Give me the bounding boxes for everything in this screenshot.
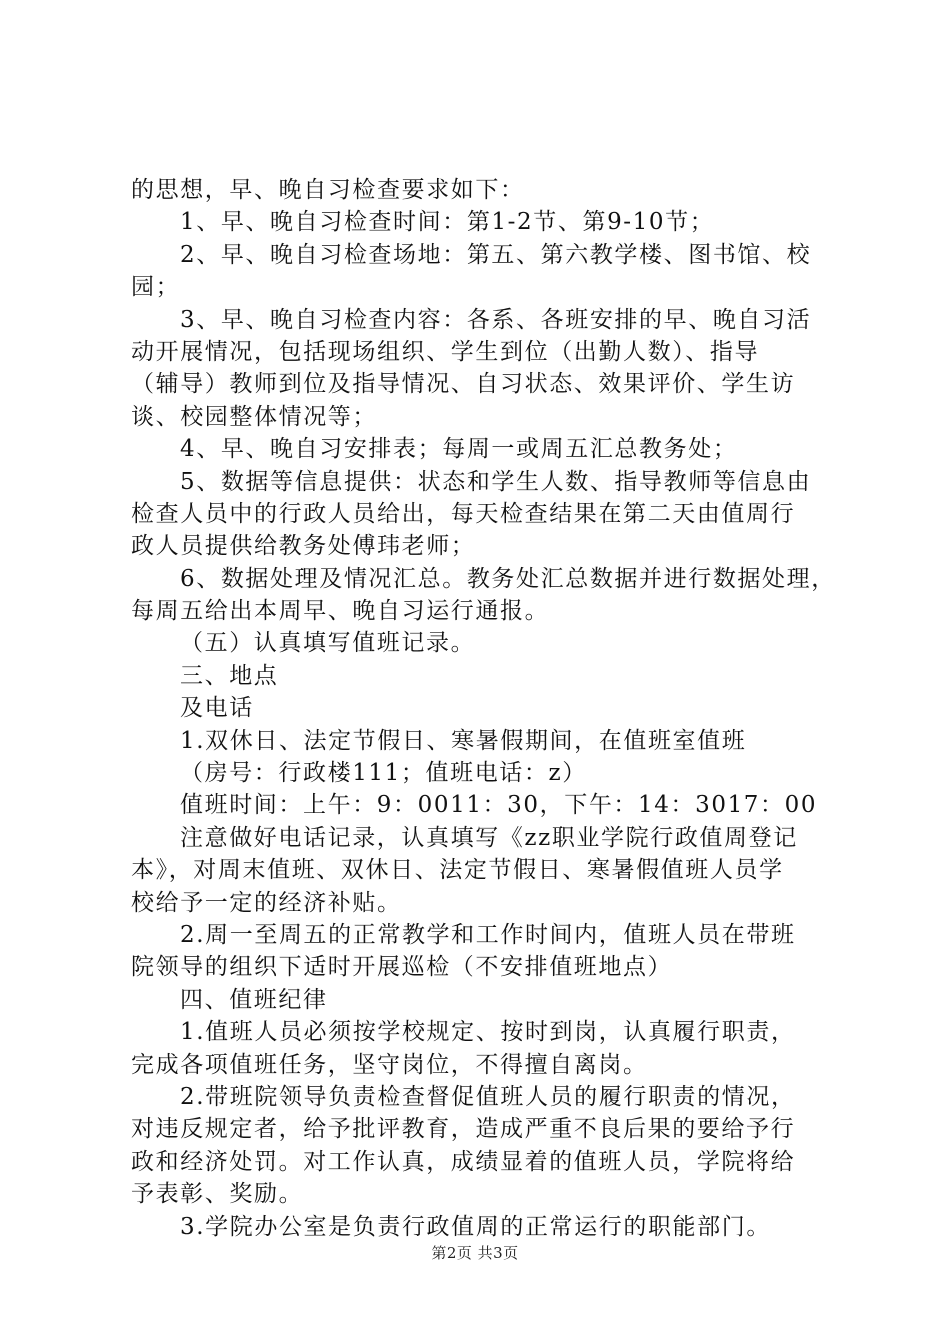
text-line: （五）认真填写值班记录。 [180, 630, 476, 657]
text-line: 动开展情况，包括现场组织、学生到位（出勤人数）、指导 [131, 338, 760, 365]
text-line: （辅导）教师到位及指导情况、自习状态、效果评价、学生访 [131, 371, 796, 398]
text-line: 政人员提供给教务处傅玮老师； [131, 533, 476, 560]
text-line: 对违反规定者，给予批评教育，造成严重不良后果的要给予行 [131, 1116, 796, 1143]
text-line: 1、早、晚自习检查时间：第1-2节、第9-10节； [180, 209, 715, 236]
text-line: 予表彰、奖励。 [131, 1181, 304, 1208]
text-line: 院领导的组织下适时开展巡检（不安排值班地点） [131, 954, 673, 981]
text-line: 注意做好电话记录，认真填写《zz职业学院行政值周登记 [180, 824, 798, 851]
text-line: 5、数据等信息提供：状态和学生人数、指导教师等信息由 [180, 468, 812, 495]
text-line: 政和经济处罚。对工作认真，成绩显着的值班人员，学院将给 [131, 1148, 796, 1175]
text-line: （房号：行政楼111；值班电话：z） [180, 760, 587, 787]
text-line: 谈、校园整体情况等； [131, 403, 377, 430]
text-line: 4、早、晚自习安排表；每周一或周五汇总教务处； [180, 436, 738, 463]
text-line: 完成各项值班任务，坚守岗位，不得擅自离岗。 [131, 1051, 648, 1078]
text-line: 1.值班人员必须按学校规定、按时到岗，认真履行职责， [180, 1019, 796, 1046]
text-line: 三、地点 [180, 662, 279, 689]
text-line: 值班时间：上午：9：0011：30，下午：14：3017：00 [180, 792, 818, 819]
document-body [131, 174, 836, 1243]
text-line: 及电话 [180, 695, 254, 722]
text-line: 2.周一至周五的正常教学和工作时间内，值班人员在带班 [180, 921, 796, 948]
text-line: 检查人员中的行政人员给出，每天检查结果在第二天由值周行 [131, 500, 796, 527]
text-line: 1.双休日、法定节假日、寒暑假期间，在值班室值班 [180, 727, 747, 754]
text-line: 园； [131, 274, 181, 301]
text-line: 2、早、晚自习检查场地：第五、第六教学楼、图书馆、校 [180, 241, 812, 268]
text-line: 校给予一定的经济补贴。 [131, 889, 402, 916]
text-line: 每周五给出本周早、晚自习运行通报。 [131, 598, 550, 625]
text-line: 3.学院办公室是负责行政值周的正常运行的职能部门。 [180, 1213, 771, 1240]
text-line: 四、值班纪律 [180, 986, 328, 1013]
text-line: 6、数据处理及情况汇总。教务处汇总数据并进行数据处理， [180, 565, 836, 592]
text-line: 本》，对周末值班、双休日、法定节假日、寒暑假值班人员学 [131, 857, 784, 884]
page-footer: 第2页 共3页 [431, 1244, 519, 1262]
text-line: 的思想，早、晚自习检查要求如下： [131, 177, 525, 203]
text-line: 3、早、晚自习检查内容：各系、各班安排的早、晚自习活 [180, 306, 812, 333]
text-line: 2.带班院领导负责检查督促值班人员的履行职责的情况， [180, 1083, 796, 1110]
